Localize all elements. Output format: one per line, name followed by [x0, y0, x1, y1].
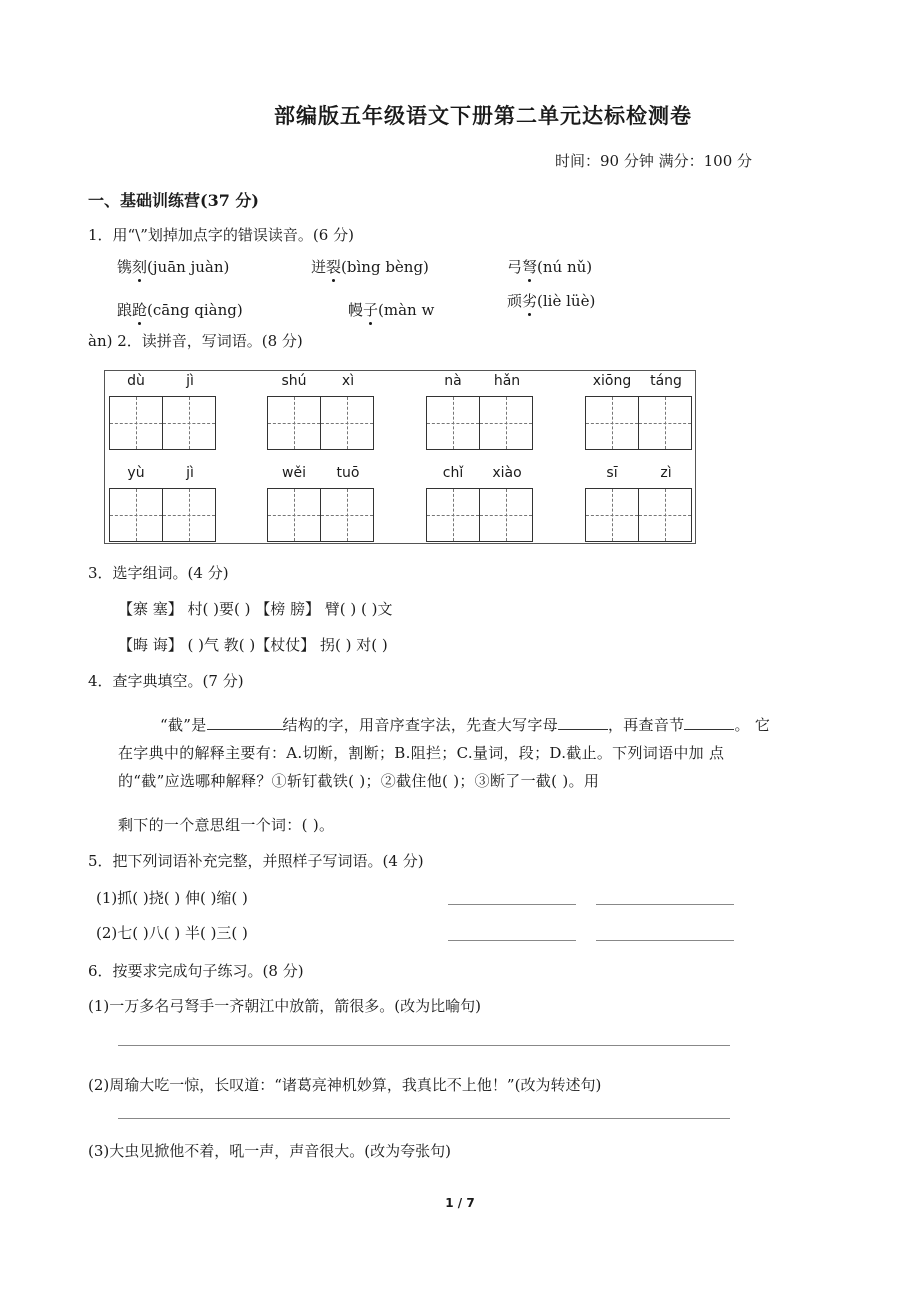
- writing-cell[interactable]: [426, 488, 480, 542]
- writing-cell[interactable]: [267, 488, 321, 542]
- q5-row: (1)抓( )挠( ) 伸( )缩( ): [96, 889, 248, 907]
- pinyin-label: zì: [660, 465, 672, 481]
- pinyin-label: dù: [127, 373, 145, 389]
- writing-cell[interactable]: [585, 396, 639, 450]
- writing-cell[interactable]: [162, 488, 216, 542]
- q6-sentence: (3)大虫见掀他不着，吼一声，声音很大。(改为夸张句): [88, 1142, 451, 1160]
- pinyin-label: xiào: [492, 465, 522, 481]
- pinyin-label: wěi: [282, 465, 306, 481]
- writing-cell[interactable]: [267, 396, 321, 450]
- answer-line[interactable]: [596, 904, 734, 905]
- q4-line: 在字典中的解释主要有：A.切断，割断；B.阻拦；C.量词，段；D.截止。下列词语中加 点: [118, 744, 725, 762]
- pinyin-label: tuō: [336, 465, 360, 481]
- q1-item: 镌刻(juān juàn): [117, 258, 230, 276]
- q6-sentence: (2)周瑜大吃一惊，长叹道：“诸葛亮神机妙算，我真比不上他！”(改为转述句): [88, 1076, 602, 1094]
- section-heading: 一、基础训练营(37 分): [88, 191, 259, 210]
- writing-cell[interactable]: [109, 396, 163, 450]
- q3-heading: 3．选字组词。(4 分): [88, 564, 229, 582]
- q5-row: (2)七( )八( ) 半( )三( ): [96, 924, 248, 942]
- exam-meta: 时间：90 分钟 满分：100 分: [555, 152, 753, 170]
- writing-cell[interactable]: [479, 488, 533, 542]
- writing-cell[interactable]: [109, 488, 163, 542]
- pinyin-writing-grid: [104, 370, 696, 544]
- pinyin-label: yù: [127, 465, 145, 481]
- q6-heading: 6．按要求完成句子练习。(8 分): [88, 962, 304, 980]
- q1-item: 踉跄(cāng qiàng): [117, 301, 243, 319]
- q4-line: 剩下的一个意思组一个词：( )。: [118, 816, 335, 834]
- answer-line[interactable]: [448, 904, 576, 905]
- pinyin-label: hǎn: [493, 373, 521, 389]
- q4-heading: 4．查字典填空。(7 分): [88, 672, 244, 690]
- writing-cell[interactable]: [320, 488, 374, 542]
- answer-blank[interactable]: [684, 715, 734, 730]
- q1-heading: 1．用“\”划掉加点字的错误读音。(6 分): [88, 226, 354, 244]
- answer-line[interactable]: [448, 940, 576, 941]
- writing-cell[interactable]: [320, 396, 374, 450]
- q4-line: 的“截”应选哪种解释？①斩钉截铁( )；②截住他( )；③断了一截( )。用: [118, 772, 600, 790]
- answer-line[interactable]: [118, 1045, 730, 1046]
- pinyin-label: jì: [186, 373, 194, 389]
- page-number: 1 / 7: [445, 1196, 475, 1210]
- q3-row: 【晦 诲】 ( )气 教( )【杖仗】 拐( ) 对( ): [118, 636, 388, 654]
- pinyin-label: shú: [281, 373, 307, 389]
- writing-cell[interactable]: [638, 396, 692, 450]
- pinyin-label: xiōng: [592, 373, 632, 389]
- q1-item: 弓弩(nú nǔ): [507, 258, 593, 276]
- pinyin-label: chǐ: [442, 465, 464, 481]
- pinyin-label: sī: [606, 465, 618, 481]
- writing-cell[interactable]: [479, 396, 533, 450]
- answer-line[interactable]: [118, 1118, 730, 1119]
- q3-row: 【寨 塞】 村( )要( ) 【榜 膀】 臂( ) ( )文: [118, 600, 393, 618]
- q1-item: 顽劣(liè lüè): [507, 292, 596, 310]
- writing-cell[interactable]: [585, 488, 639, 542]
- pinyin-label: xì: [341, 373, 355, 389]
- q6-sentence: (1)一万多名弓弩手一齐朝江中放箭，箭很多。(改为比喻句): [88, 997, 481, 1015]
- q5-heading: 5．把下列词语补充完整，并照样子写词语。(4 分): [88, 852, 424, 870]
- answer-line[interactable]: [596, 940, 734, 941]
- answer-blank[interactable]: [558, 715, 608, 730]
- q1-item: 幔子(màn w: [348, 301, 435, 319]
- q1-item: 迸裂(bìng bèng): [311, 258, 429, 276]
- answer-blank[interactable]: [207, 715, 283, 730]
- writing-cell[interactable]: [426, 396, 480, 450]
- page-title: 部编版五年级语文下册第二单元达标检测卷: [274, 103, 692, 128]
- q4-line: “截”是 结构的字，用音序查字法，先查大写字母 ，再查音节 。 它: [160, 716, 771, 734]
- pinyin-label: nà: [444, 373, 462, 389]
- writing-cell[interactable]: [638, 488, 692, 542]
- pinyin-label: táng: [650, 373, 682, 389]
- writing-cell[interactable]: [162, 396, 216, 450]
- q2-heading: àn) 2．读拼音，写词语。(8 分): [88, 332, 303, 350]
- pinyin-label: jì: [186, 465, 194, 481]
